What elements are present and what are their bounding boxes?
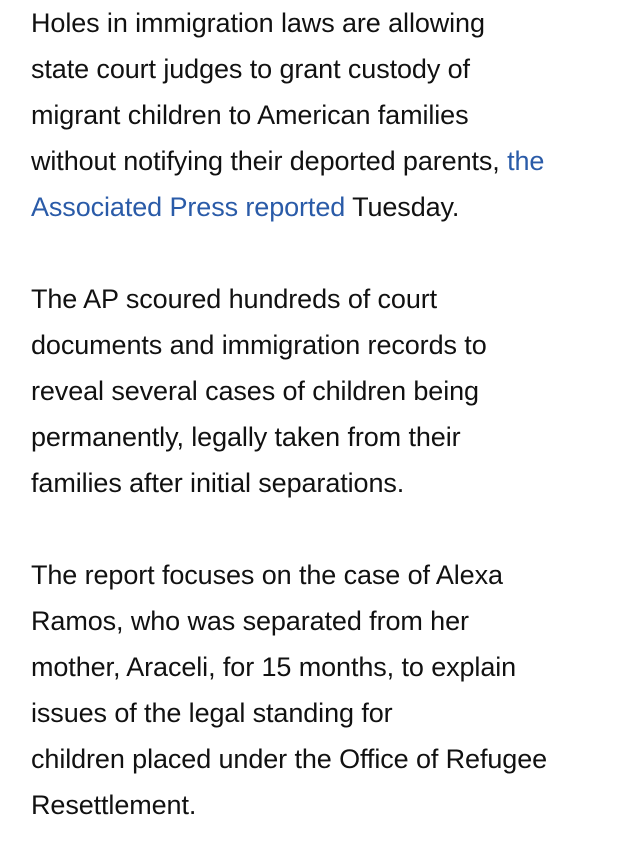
paragraph-1 [31,0,621,230]
text-line: state court judges to grant custody of [31,54,470,84]
text-line: issues of the legal standing for [31,698,393,728]
ap-report-link-start[interactable]: the [507,146,545,176]
text-line: migrant children to American families [31,100,469,130]
text-line: Holes in immigration laws are allowing [31,8,485,38]
article-body [31,0,621,828]
text-line: Ramos, who was separated from her [31,606,469,636]
text-line: mother, Araceli, for 15 months, to explain [31,652,517,682]
text-line: permanently, legally taken from their [31,422,461,452]
text-line: Resettlement. [31,790,197,820]
text-line: documents and immigration records to [31,330,487,360]
text-line: The report focuses on the case of Alexa [31,560,503,590]
text-line: The AP scoured hundreds of court [31,284,438,314]
paragraph-3 [31,552,621,828]
text-segment: Tuesday. [345,192,460,222]
text-line-with-link [31,184,621,230]
text-segment: without notifying their deported parents, [31,146,508,176]
text-line-with-link [31,138,621,184]
ap-report-link-end[interactable]: Associated Press reported [31,192,346,222]
text-line: families after initial separations. [31,468,405,498]
text-line: reveal several cases of children being [31,376,479,406]
text-line: children placed under the Office of Refugee [31,744,548,774]
paragraph-2 [31,276,621,506]
